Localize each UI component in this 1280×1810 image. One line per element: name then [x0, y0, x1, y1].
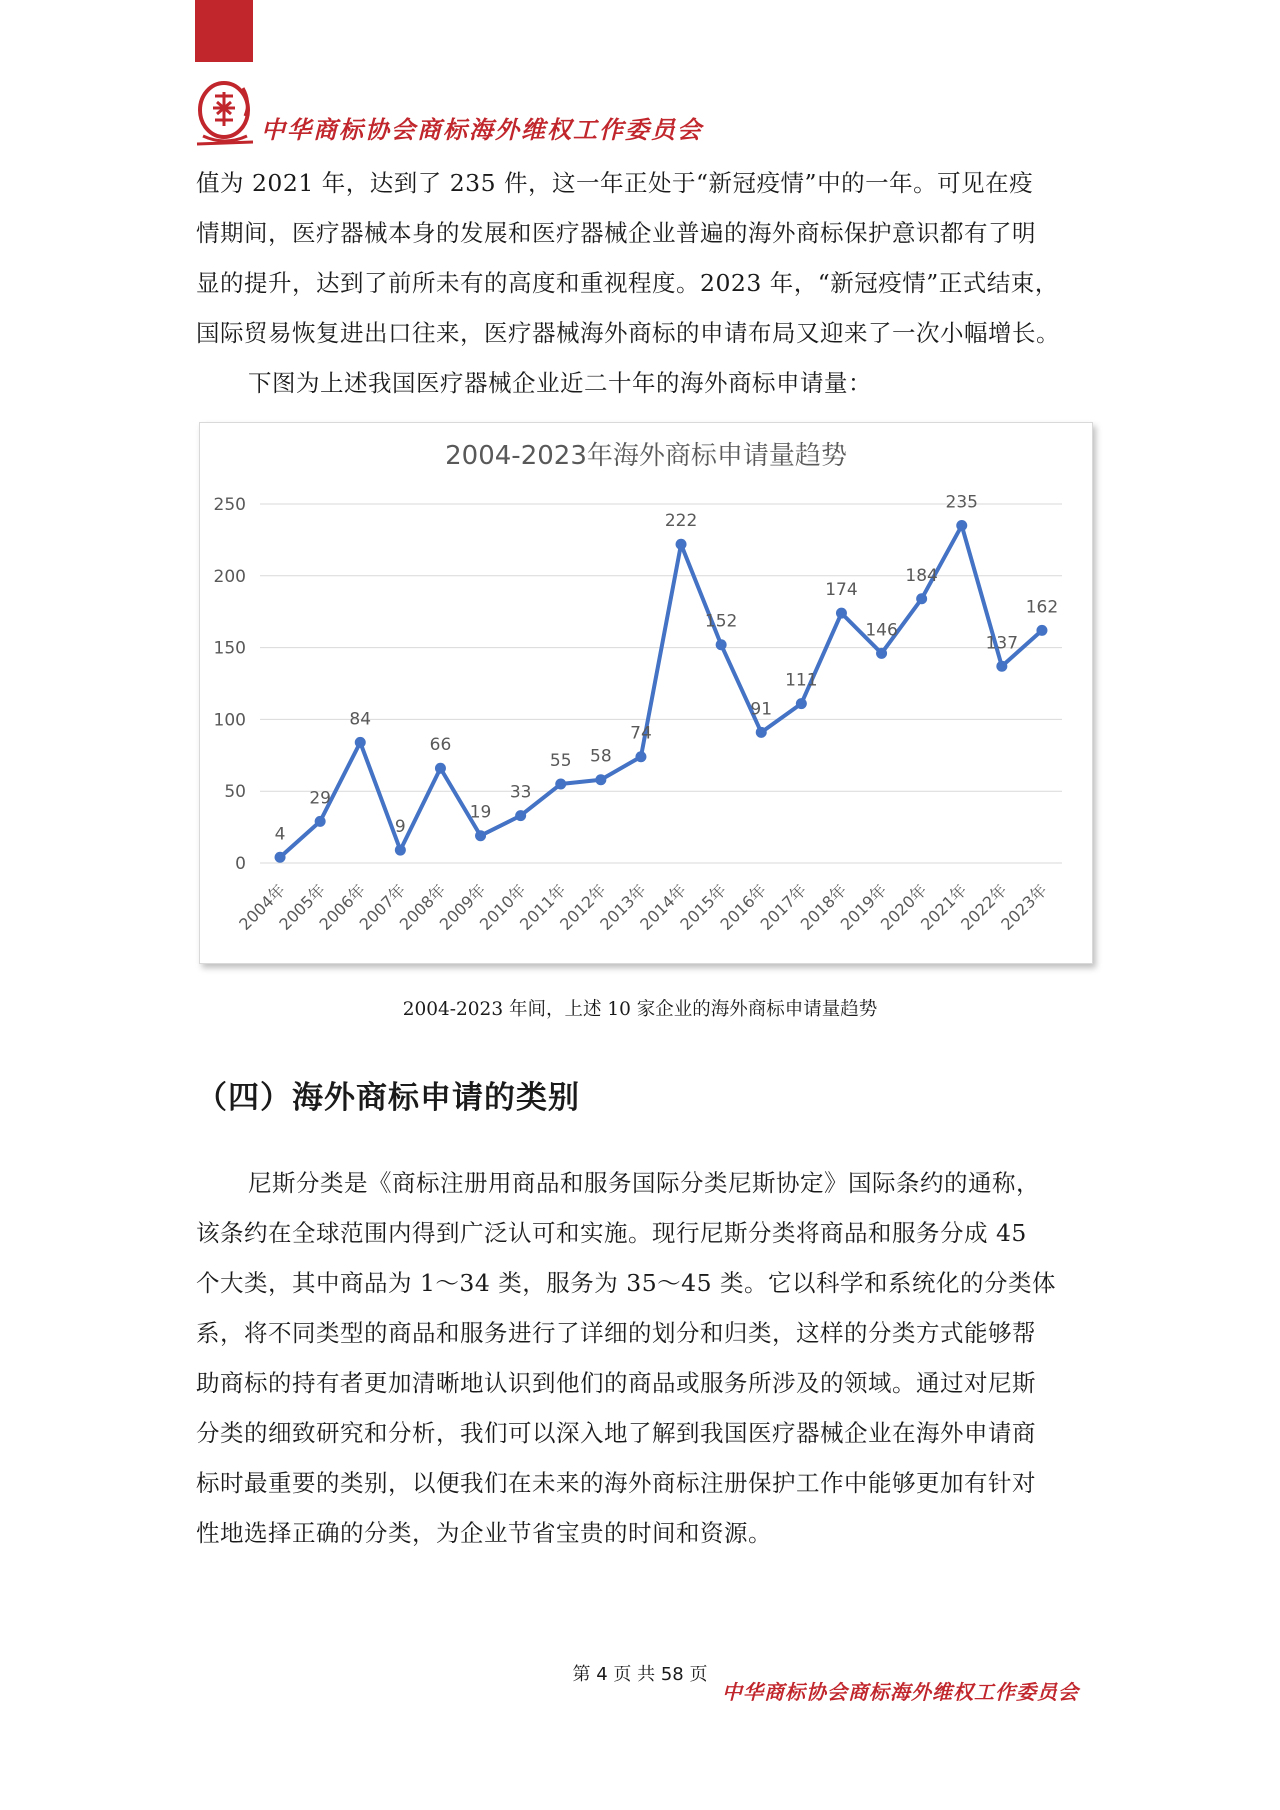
data-label: 74	[630, 723, 652, 744]
data-point	[796, 698, 807, 709]
x-tick-label: 2018年	[796, 880, 851, 934]
y-tick-label: 250	[213, 495, 246, 515]
x-tick-label: 2022年	[957, 880, 1011, 934]
data-point	[916, 593, 927, 604]
x-tick-label: 2012年	[556, 880, 610, 934]
x-tick-label: 2011年	[516, 880, 570, 934]
x-tick-label: 2017年	[756, 880, 811, 934]
y-tick-label: 50	[224, 782, 246, 803]
section-heading: （四）海外商标申请的类别	[196, 1080, 580, 1116]
data-point	[676, 539, 687, 550]
seal-logo-icon	[195, 80, 257, 148]
data-label: 146	[865, 620, 898, 641]
x-tick-label: 2007年	[355, 880, 410, 934]
x-tick-label: 2009年	[435, 880, 490, 934]
y-tick-label: 150	[213, 638, 246, 659]
x-tick-label: 2006年	[315, 880, 370, 934]
data-point	[275, 852, 286, 863]
data-point	[475, 830, 486, 841]
y-tick-label: 200	[213, 566, 246, 587]
x-tick-label: 2023年	[997, 880, 1051, 934]
paragraph-3-line: 系，将不同类型的商品和服务进行了详细的划分和归类，这样的分类方式能够帮	[196, 1319, 1036, 1347]
x-tick-label: 2019年	[836, 880, 891, 934]
y-tick-label: 100	[213, 710, 246, 731]
paragraph-3-line: 尼斯分类是《商标注册用商品和服务国际分类尼斯协定》国际条约的通称，	[248, 1169, 1040, 1197]
data-label: 9	[394, 817, 406, 838]
data-point	[836, 608, 847, 619]
paragraph-3-line: 该条约在全球范围内得到广泛认可和实施。现行尼斯分类将商品和服务分成 45	[196, 1219, 1027, 1247]
data-label: 137	[985, 633, 1019, 654]
paragraph-3-line: 性地选择正确的分类，为企业节省宝贵的时间和资源。	[196, 1519, 772, 1547]
data-label: 162	[1025, 597, 1059, 618]
data-point	[315, 816, 326, 827]
paragraph-1-line: 值为 2021 年，达到了 235 件，这一年正处于“新冠疫情”中的一年。可见在疫	[196, 169, 1034, 197]
data-point	[355, 737, 366, 748]
header-logo	[195, 80, 715, 152]
data-label: 55	[549, 751, 572, 772]
data-label: 33	[509, 782, 532, 803]
data-label: 235	[945, 492, 978, 513]
data-label: 222	[664, 511, 698, 532]
data-point	[515, 810, 526, 821]
footer-org-name: 中华商标协会商标海外维权工作委员会	[722, 1680, 1079, 1704]
page-number: 第 4 页 共 58 页	[572, 1664, 708, 1685]
paragraph-1-line: 情期间，医疗器械本身的发展和医疗器械企业普遍的海外商标保护意识都有了明	[196, 219, 1036, 247]
data-label: 174	[825, 580, 858, 601]
data-point	[435, 763, 446, 774]
paragraph-1-line: 国际贸易恢复进出口往来，医疗器械海外商标的申请布局又迎来了一次小幅增长。	[196, 319, 1060, 347]
paragraph-3-line: 分类的细致研究和分析，我们可以深入地了解到我国医疗器械企业在海外申请商	[196, 1419, 1036, 1447]
data-point	[716, 639, 727, 650]
data-label: 58	[590, 746, 612, 767]
data-label: 152	[704, 611, 738, 632]
data-point	[996, 661, 1007, 672]
data-label: 4	[274, 824, 286, 845]
chart-caption: 2004-2023 年间，上述 10 家企业的海外商标申请量趋势	[402, 999, 878, 1020]
data-label: 29	[309, 788, 331, 809]
data-point	[1036, 625, 1047, 636]
data-point	[956, 520, 967, 531]
line-chart-container	[199, 422, 1093, 964]
data-label: 19	[469, 802, 492, 823]
data-label: 66	[429, 735, 452, 756]
paragraph-2: 下图为上述我国医疗器械企业近二十年的海外商标申请量：	[248, 369, 872, 397]
x-tick-label: 2004年	[235, 880, 289, 934]
data-label: 91	[750, 699, 773, 720]
data-point	[876, 648, 887, 659]
data-point	[395, 845, 406, 856]
paragraph-3-line: 标时最重要的类别，以便我们在未来的海外商标注册保护工作中能够更加有针对	[196, 1469, 1036, 1497]
data-point	[555, 779, 566, 790]
x-tick-label: 2020年	[876, 880, 931, 934]
data-point	[756, 727, 767, 738]
data-label: 84	[349, 709, 372, 730]
paragraph-1-line: 显的提升，达到了前所未有的高度和重视程度。2023 年，“新冠疫情”正式结束，	[196, 269, 1059, 297]
line-chart	[200, 423, 1092, 963]
x-tick-label: 2008年	[395, 880, 450, 934]
x-tick-label: 2015年	[676, 880, 730, 934]
x-tick-label: 2013年	[596, 880, 650, 934]
x-tick-label: 2005年	[275, 880, 329, 934]
x-tick-label: 2014年	[636, 880, 690, 934]
data-label: 111	[785, 670, 818, 691]
data-point	[635, 751, 646, 762]
chart-title: 2004-2023年海外商标申请量趋势	[445, 441, 847, 471]
y-tick-label: 0	[235, 854, 246, 874]
paragraph-3-line: 个大类，其中商品为 1～34 类，服务为 35～45 类。它以科学和系统化的分类体	[196, 1269, 1057, 1297]
header-red-block	[195, 0, 253, 62]
header-org-name: 中华商标协会商标海外维权工作委员会	[261, 115, 703, 144]
x-tick-label: 2021年	[917, 880, 971, 934]
data-label: 184	[905, 565, 938, 586]
x-tick-label: 2016年	[716, 880, 771, 934]
paragraph-3-line: 助商标的持有者更加清晰地认识到他们的商品或服务所涉及的领域。通过对尼斯	[196, 1369, 1036, 1397]
data-point	[595, 774, 606, 785]
x-tick-label: 2010年	[475, 880, 530, 934]
